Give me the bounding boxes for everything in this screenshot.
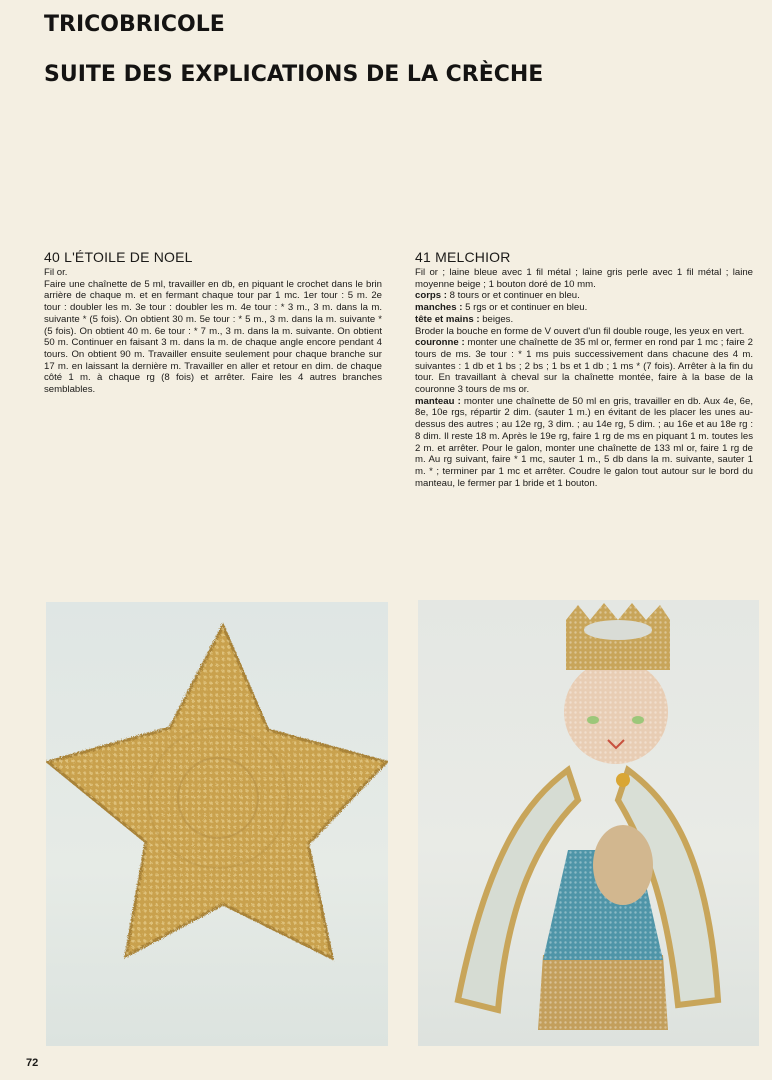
photo-melchior-doll xyxy=(418,600,759,1046)
page-number: 72 xyxy=(26,1057,39,1069)
section-tete-detail: Broder la bouche en forme de V ouvert d'un fil double rouge, les yeux en vert. xyxy=(415,325,745,337)
section-label: manches : xyxy=(415,302,463,314)
section-text: 8 tours or et continuer en bleu. xyxy=(449,290,580,302)
article-number: 40 xyxy=(44,249,60,265)
section-text: 5 rgs or et continuer en bleu. xyxy=(465,302,588,314)
article-heading xyxy=(415,249,753,266)
material-line: Fil or. xyxy=(44,267,68,278)
section-text: monter une chaînette de 50 ml en gris, travailler en db. Aux 4e, 6e, 8e, 10e rgs, répartir 2 dim. (sauter 1 m.) en évitant de les placer les unes au-dessus des autres ; au 12e rg, 3 dim. ; au 14e rg, 5 dim. ; au 16e et au 18e rg : 8 dim. Il reste 18 m. Après le 19e rg, faire 1 rg de ms en piquant 1 m. toutes les 2 m. et arrêter. Pour le galon, monter une chaînette de 133 ml or, faire 1 rg de m. Au rg suivant, faire * 1 mc, sauter 1 m., 5 db dans la m. suivante, sauter 1 m. * ; terminer par 1 mc et arrêter. Coudre le galon tout autour sur le bord du manteau, le fermer par 1 bride et 1 bouton. xyxy=(415,395,753,489)
section-corps xyxy=(415,290,753,302)
section-text: monter une chaînette de 35 ml or, fermer en rond par 1 mc ; faire 2 tours de ms. 3e tour : * 1 ms puis successivement dans chacune des 4 m. suivantes : 1 db et 1 bs ; 2 bs ; 1 bs et 1 db ; 1 ms * (7 fois). Arrêter à la fin du tour. En travaillant à cheval sur la chaînette montée, faire à la base de la couronne 3 tours de ms or. xyxy=(415,337,753,396)
section-text: beiges. xyxy=(482,313,514,325)
section-label: tête et mains : xyxy=(415,313,480,325)
magazine-section-title: TRICOBRICOLE xyxy=(44,12,225,37)
section-label: manteau : xyxy=(415,395,461,407)
photo-crochet-star xyxy=(46,602,388,1046)
star-illustration xyxy=(46,602,388,1046)
article-title: MELCHIOR xyxy=(435,249,511,265)
section-couronne xyxy=(415,337,753,396)
article-title: L'ÉTOILE DE NOEL xyxy=(64,249,193,265)
article-melchior xyxy=(415,249,753,489)
section-label: couronne : xyxy=(415,337,465,349)
section-manches xyxy=(415,302,753,314)
article-heading xyxy=(44,249,382,266)
section-manteau xyxy=(415,396,753,490)
material-line: Fil or ; laine bleue avec 1 fil métal ; laine gris perle avec 1 fil métal ; laine moyenne beige ; 1 bouton doré de 10 mm. xyxy=(415,267,753,290)
instructions-text: Faire une chaînette de 5 ml, travailler en db, en piquant le crochet dans le brin arrière de chaque m. et en fermant chaque tour par 1 mc. 1er tour : 5 m. 2e tour : doubler les m. 3e tour : doubler les m. 4e tour : * 3 m., 3 m. dans la m. suivante * (5 fois). On obtient 30 m. 5e tour : * 5 m., 3 m. dans la m. suivante * (5 fois). On obtient 40 m. 6e tour : * 7 m., 3 m. dans la m. suivante. On obtient 50 m. Continuer en faisant 3 m. dans la m. de chaque angle encore pendant 4 tours. On obtient 90 m. Travailler ensuite seulement pour chaque branche sur 17 m. en laissant la dernière m. Travailler en aller et retour en dim. de chaque côté 1 m. à chaque rg (8 fois) et arrêter. Faire les 4 autres branches semblables. xyxy=(44,278,382,396)
section-tete xyxy=(415,314,753,326)
page-title: SUITE DES EXPLICATIONS DE LA CRÈCHE xyxy=(44,62,544,87)
section-label: corps : xyxy=(415,290,447,302)
article-number: 41 xyxy=(415,249,431,265)
article-etoile xyxy=(44,249,382,396)
doll-illustration xyxy=(418,600,759,1046)
